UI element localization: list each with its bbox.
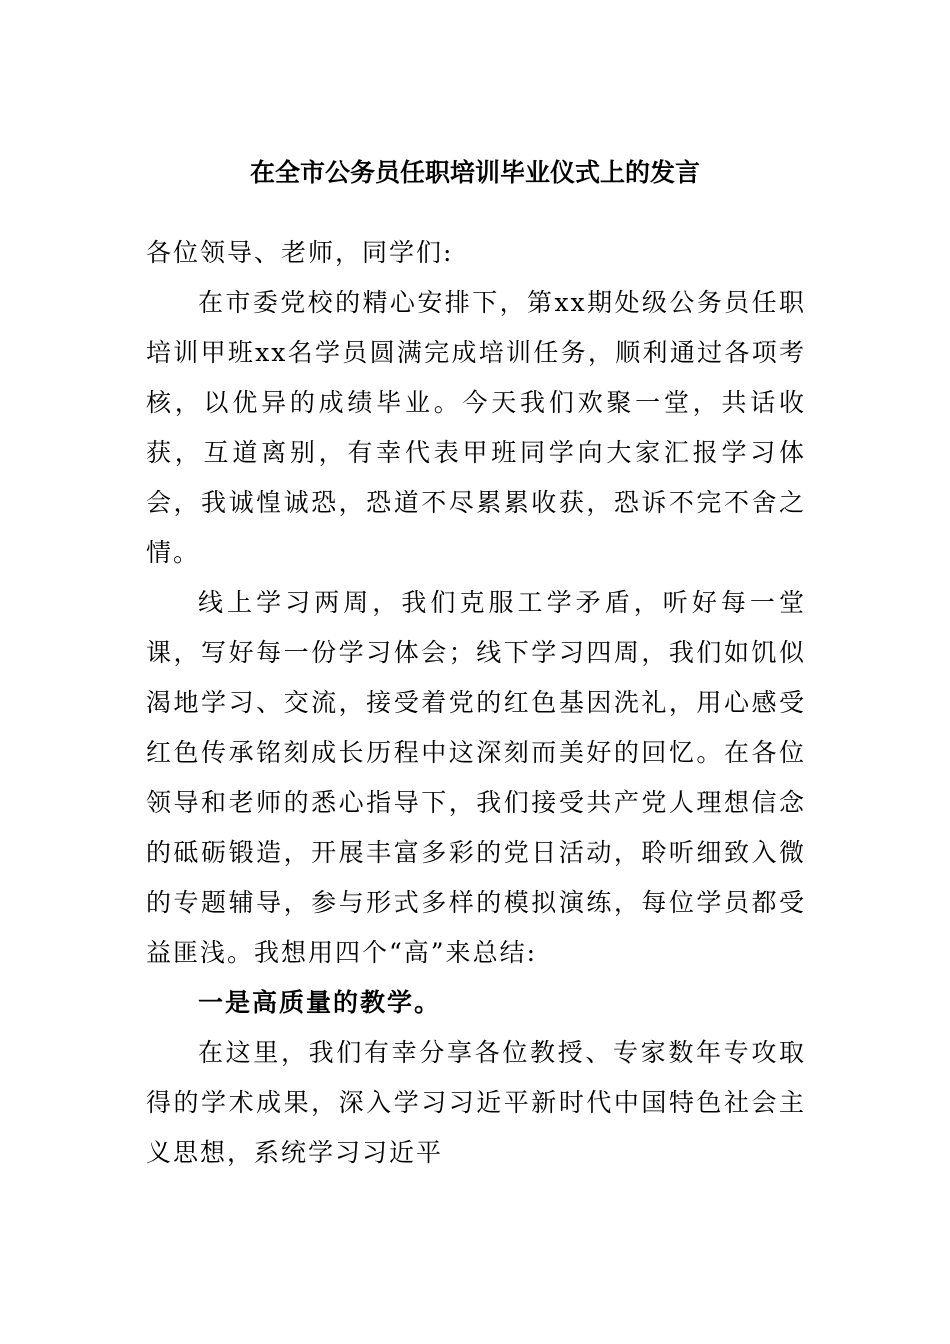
salutation: 各位领导、老师，同学们: (146, 238, 454, 267)
document-body (146, 228, 806, 1178)
section-paragraph: 在这里，我们有幸分享各位教授、专家数年专攻取得的学术成果，深入学习习近平新时代中国特色社会主义思想，系统学习习近平 (146, 1038, 806, 1167)
section-heading: 一是高质量的教学。 (198, 988, 442, 1017)
document-title: 在全市公务员任职培训毕业仪式上的发言 (249, 158, 700, 187)
paragraph-1: 在市委党校的精心安排下，第xx期处级公务员任职培训甲班xx名学员圆满完成培训任务，顺利通过各项考核，以优异的成绩毕业。今天我们欢聚一堂，共话收获，互道离别，有幸代表甲班同学向大家汇报学习体会，我诚惶诚恐，恐道不尽累累收获，恐诉不完不舍之情。 (146, 288, 806, 567)
paragraph-2: 线上学习两周，我们克服工学矛盾，听好每一堂课，写好每一份学习体会；线下学习四周，我们如饥似渴地学习、交流，接受着党的红色基因洗礼，用心感受红色传承铭刻成长历程中这深刻而美好的回忆。在各位领导和老师的悉心指导下，我们接受共产党人理想信念的砥砺锻造，开展丰富多彩的党日活动，聆听细致入微的专题辅导，参与形式多样的模拟演练，每位学员都受益匪浅。我想用四个“高”来总结: (146, 588, 806, 967)
